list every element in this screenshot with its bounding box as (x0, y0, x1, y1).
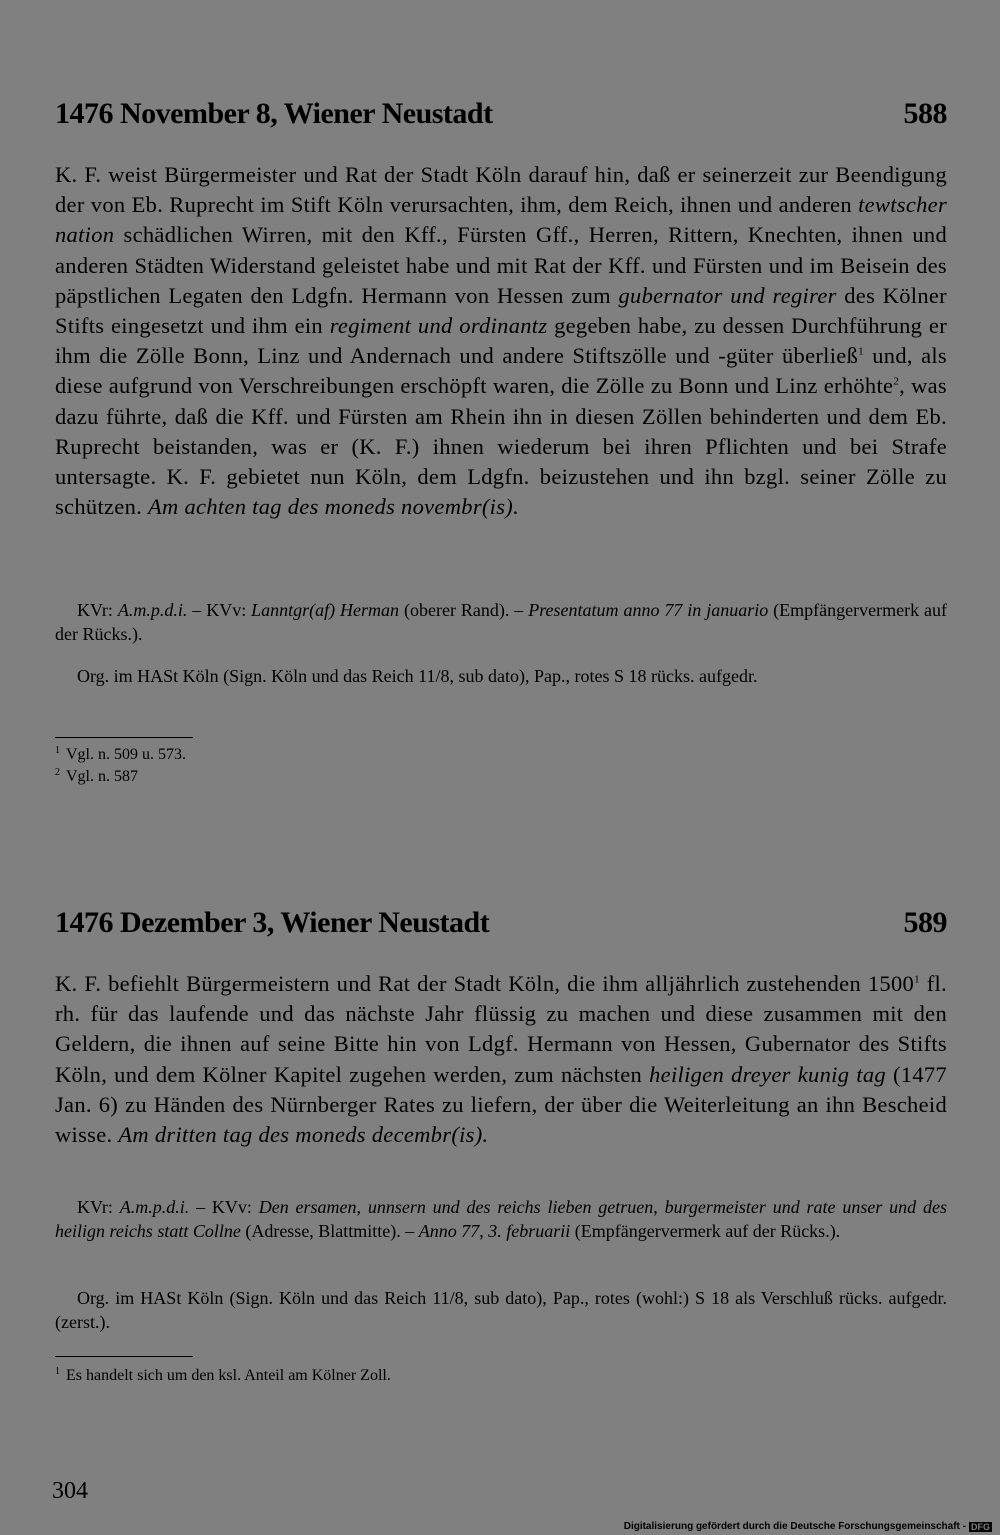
doc-589-date-place: 1476 Dezember 3, Wiener Neustadt (55, 906, 490, 939)
doc-589-endorsement-note: KVr: A.m.p.d.i. – KVv: Den ersamen, unnsern und des reichs lieben getruen, burgermeister und rate unser und des heilign reichs statt Collne (Adresse, Blattmitte). – Anno 77, 3. februarii (Empfängervermerk auf der Rücks.). (55, 1197, 948, 1241)
dfg-logo: DFG (971, 1521, 990, 1532)
doc-588-number: 588 (903, 97, 947, 130)
doc-588-footnote-1: $^1$ Vgl. n. 509 u. 573. (55, 744, 186, 763)
doc-588-regest: K. F. weist Bürgermeister und Rat der Stadt Köln darauf hin, daß er seinerzeit zur Beendigung der von Eb. Ruprecht im Stift Köln verursachten, ihm, dem Reich, ihnen und anderen tewtscher nation schädlichen Wirren, mit den Kff., Fürsten Gff., Herren, Rittern, Knechten, ihnen und anderen Städten Widerstand geleistet habe und mit Rat der Kff. und Fürsten und im Beisein des päpstlichen Legaten den Ldgfn. Hermann von Hessen zum gubernator und regirer des Kölner Stifts eingesetzt und ihm ein regiment und ordinantz gegeben habe, zu dessen Durchführung er ihm die Zölle Bonn, Linz und Andernach und andere Stiftszölle und -güter überließ$^1$ und, als diese aufgrund von Verschreibungen erschöpft waren, die Zölle zu Bonn und Linz erhöhte$^2$, was dazu führte, daß die Kff. und Fürsten am Rhein ihn in diesen Zöllen behinderten und dem Eb. Ruprecht beistanden, was er (K. F.) ihnen wiederum bei ihren Pflichten und bei Strafe untersagte. K. F. gebietet nun Köln, dem Ldgfn. beizustehen und ihn bzgl. seiner Zölle zu schützen. Am achten tag des moneds novembr(is). (55, 162, 947, 520)
doc-588-source-note: Org. im HASt Köln (Sign. Köln und das Reich 11/8, sub dato), Pap., rotes S 18 rücks. aufgedr. (77, 666, 758, 686)
doc-588-date-place: 1476 November 8, Wiener Neustadt (55, 97, 493, 130)
doc-588-footnote-2: $^2$ Vgl. n. 587 (55, 766, 138, 785)
doc-589-source-note: Org. im HASt Köln (Sign. Köln und das Reich 11/8, sub dato), Pap., rotes (wohl:) S 18 als Verschluß rücks. aufgedr. (zerst.). (55, 1288, 947, 1332)
doc-588-endorsement-note: KVr: A.m.p.d.i. – KVv: Lanntgr(af) Herman (oberer Rand). – Presentatum anno 77 in januario (Empfängervermerk auf der Rücks.). (55, 600, 948, 644)
doc-588-heading (55, 97, 947, 131)
doc-589-footnote-1: $^1$ Es handelt sich um den ksl. Anteil am Kölner Zoll. (55, 1365, 391, 1384)
dfg-credit-text: Digitalisierung gefördert durch die Deutsche Forschungsgemeinschaft - (623, 1521, 966, 1532)
footnote-divider (55, 737, 193, 738)
doc-589-number: 589 (903, 906, 947, 939)
dfg-credit (624, 1521, 992, 1532)
footnote-divider (55, 1356, 193, 1357)
doc-589-regest: K. F. befiehlt Bürgermeistern und Rat der Stadt Köln, die ihm alljährlich zustehenden 1500$^1$ fl. rh. für das laufende und das nächste Jahr flüssig zu machen und diese zusammen mit den Geldern, die ihnen auf seine Bitte hin von Ldgf. Hermann von Hessen, Gubernator des Stifts Köln, und dem Kölner Kapitel zugehen werden, zum nächsten heiligen dreyer kunig tag (1477 Jan. 6) zu Händen des Nürnberger Rates zu liefern, der über die Weiterleitung an ihn Bescheid wisse. Am dritten tag des moneds decembr(is). (55, 971, 947, 1148)
doc-589-heading (55, 906, 947, 940)
page-number: 304 (52, 1478, 88, 1504)
